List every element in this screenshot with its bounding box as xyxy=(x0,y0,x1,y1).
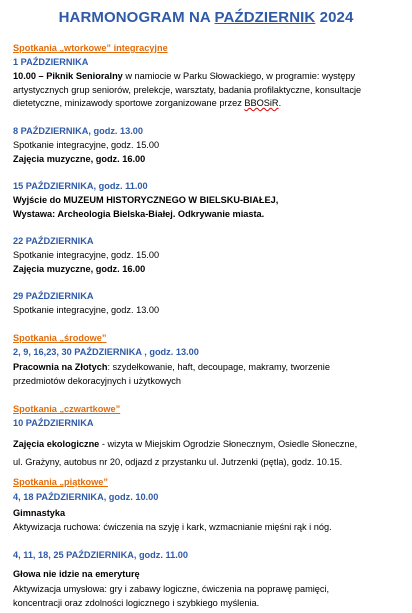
eco-title: Zajęcia ekologiczne xyxy=(13,439,100,449)
friday-event-2-desc-2: koncentracji oraz zdolności logicznego i szybkiego myślenia. xyxy=(13,598,260,608)
tuesday-date-3: 15 PAŹDZIERNIKA, godz. 11.00 xyxy=(13,181,148,191)
tuesday-date-4: 22 PAŹDZIERNIKA xyxy=(13,236,94,246)
tuesday-date-2: 8 PAŹDZIERNIKA, godz. 13.00 xyxy=(13,126,144,136)
tuesday-date-5: 29 PAŹDZIERNIKA xyxy=(13,291,94,301)
eco-desc-1: - wizyta w Miejskim Ogrodzie Słonecznym, Osiedle Słoneczne, xyxy=(99,439,358,449)
tuesday-date-3-item-a: Wyjście do MUZEUM HISTORYCZNEGO W BIELSKU-BIAŁEJ, xyxy=(13,195,279,205)
picnic-desc-1: w namiocie w Parku Słowackiego, w programie: występy xyxy=(122,71,356,81)
thursday-event-line-1 xyxy=(13,438,357,450)
picnic-desc-3: dietetyczne, minizawody sportowe zorganizowane przez xyxy=(13,98,245,108)
section-tuesday-heading: Spotkania „wtorkowe” integracyjne xyxy=(13,43,168,53)
friday-event-2-desc-1: Aktywizacja umysłowa: gry i zabawy logiczne, ćwiczenia na poprawę pamięci, xyxy=(13,584,330,594)
tuesday-date-1: 1 PAŹDZIERNIKA xyxy=(13,57,89,67)
wednesday-desc-line-2: przedmiotów dekoracyjnych i użytkowych xyxy=(13,376,181,386)
page-title xyxy=(0,9,412,26)
title-prefix: HARMONOGRAM NA xyxy=(58,9,215,26)
workshop-desc-1: : szydełkowanie, haft, decoupage, makramy, tworzenie xyxy=(107,362,330,372)
friday-event-2-title: Głowa nie idzie na emeryturę xyxy=(13,569,140,579)
friday-event-1-desc: Aktywizacja ruchowa: ćwiczenia na szyję i kark, wzmacnianie mięśni rąk i nóg. xyxy=(13,522,332,532)
tuesday-date-5-item-a: Spotkanie integracyjne, godz. 13.00 xyxy=(13,305,160,315)
friday-event-1-title: Gimnastyka xyxy=(13,508,66,518)
section-wednesday-heading: Spotkania „środowe” xyxy=(13,333,107,343)
tuesday-event-1-line-3 xyxy=(13,97,281,109)
thursday-event-line-2: ul. Grażyny, autobus nr 20, odjazd z przystanku ul. Jutrzenki (pętla), godz. 10.15. xyxy=(13,457,343,467)
tuesday-date-4-item-b: Zajęcia muzyczne, godz. 16.00 xyxy=(13,264,146,274)
section-thursday-heading: Spotkania „czwartkowe” xyxy=(13,404,121,414)
picnic-end: . xyxy=(278,98,282,108)
thursday-date: 10 PAŹDZIERNIKA xyxy=(13,418,94,428)
organizer-name: BBOSiR xyxy=(244,98,279,108)
tuesday-date-3-item-b: Wystawa: Archeologia Bielska-Białej. Odkrywanie miasta. xyxy=(13,209,265,219)
tuesday-date-2-item-a: Spotkanie integracyjne, godz. 15.00 xyxy=(13,140,160,150)
wednesday-dates: 2, 9, 16,23, 30 PAŹDZIERNIKA , godz. 13.00 xyxy=(13,347,199,357)
wednesday-desc-line-1 xyxy=(13,361,330,373)
picnic-title: 10.00 – Piknik Senioralny xyxy=(13,71,123,81)
title-year: 2024 xyxy=(315,9,354,26)
friday-date-2: 4, 11, 18, 25 PAŹDZIERNIKA, godz. 11.00 xyxy=(13,550,188,560)
title-month: PAŹDZIERNIK xyxy=(214,9,316,26)
friday-date-1: 4, 18 PAŹDZIERNIKA, godz. 10.00 xyxy=(13,492,159,502)
tuesday-date-4-item-a: Spotkanie integracyjne, godz. 15.00 xyxy=(13,250,160,260)
tuesday-date-2-item-b: Zajęcia muzyczne, godz. 16.00 xyxy=(13,154,146,164)
section-friday-heading: Spotkania „piątkowe” xyxy=(13,477,108,487)
tuesday-event-1-line-1 xyxy=(13,70,355,82)
tuesday-event-1-line-2: artystycznych grup seniorów, prelekcje, warsztaty, badania profilaktyczne, konsultacje xyxy=(13,85,362,95)
workshop-place: Pracownia na Złotych xyxy=(13,362,108,372)
